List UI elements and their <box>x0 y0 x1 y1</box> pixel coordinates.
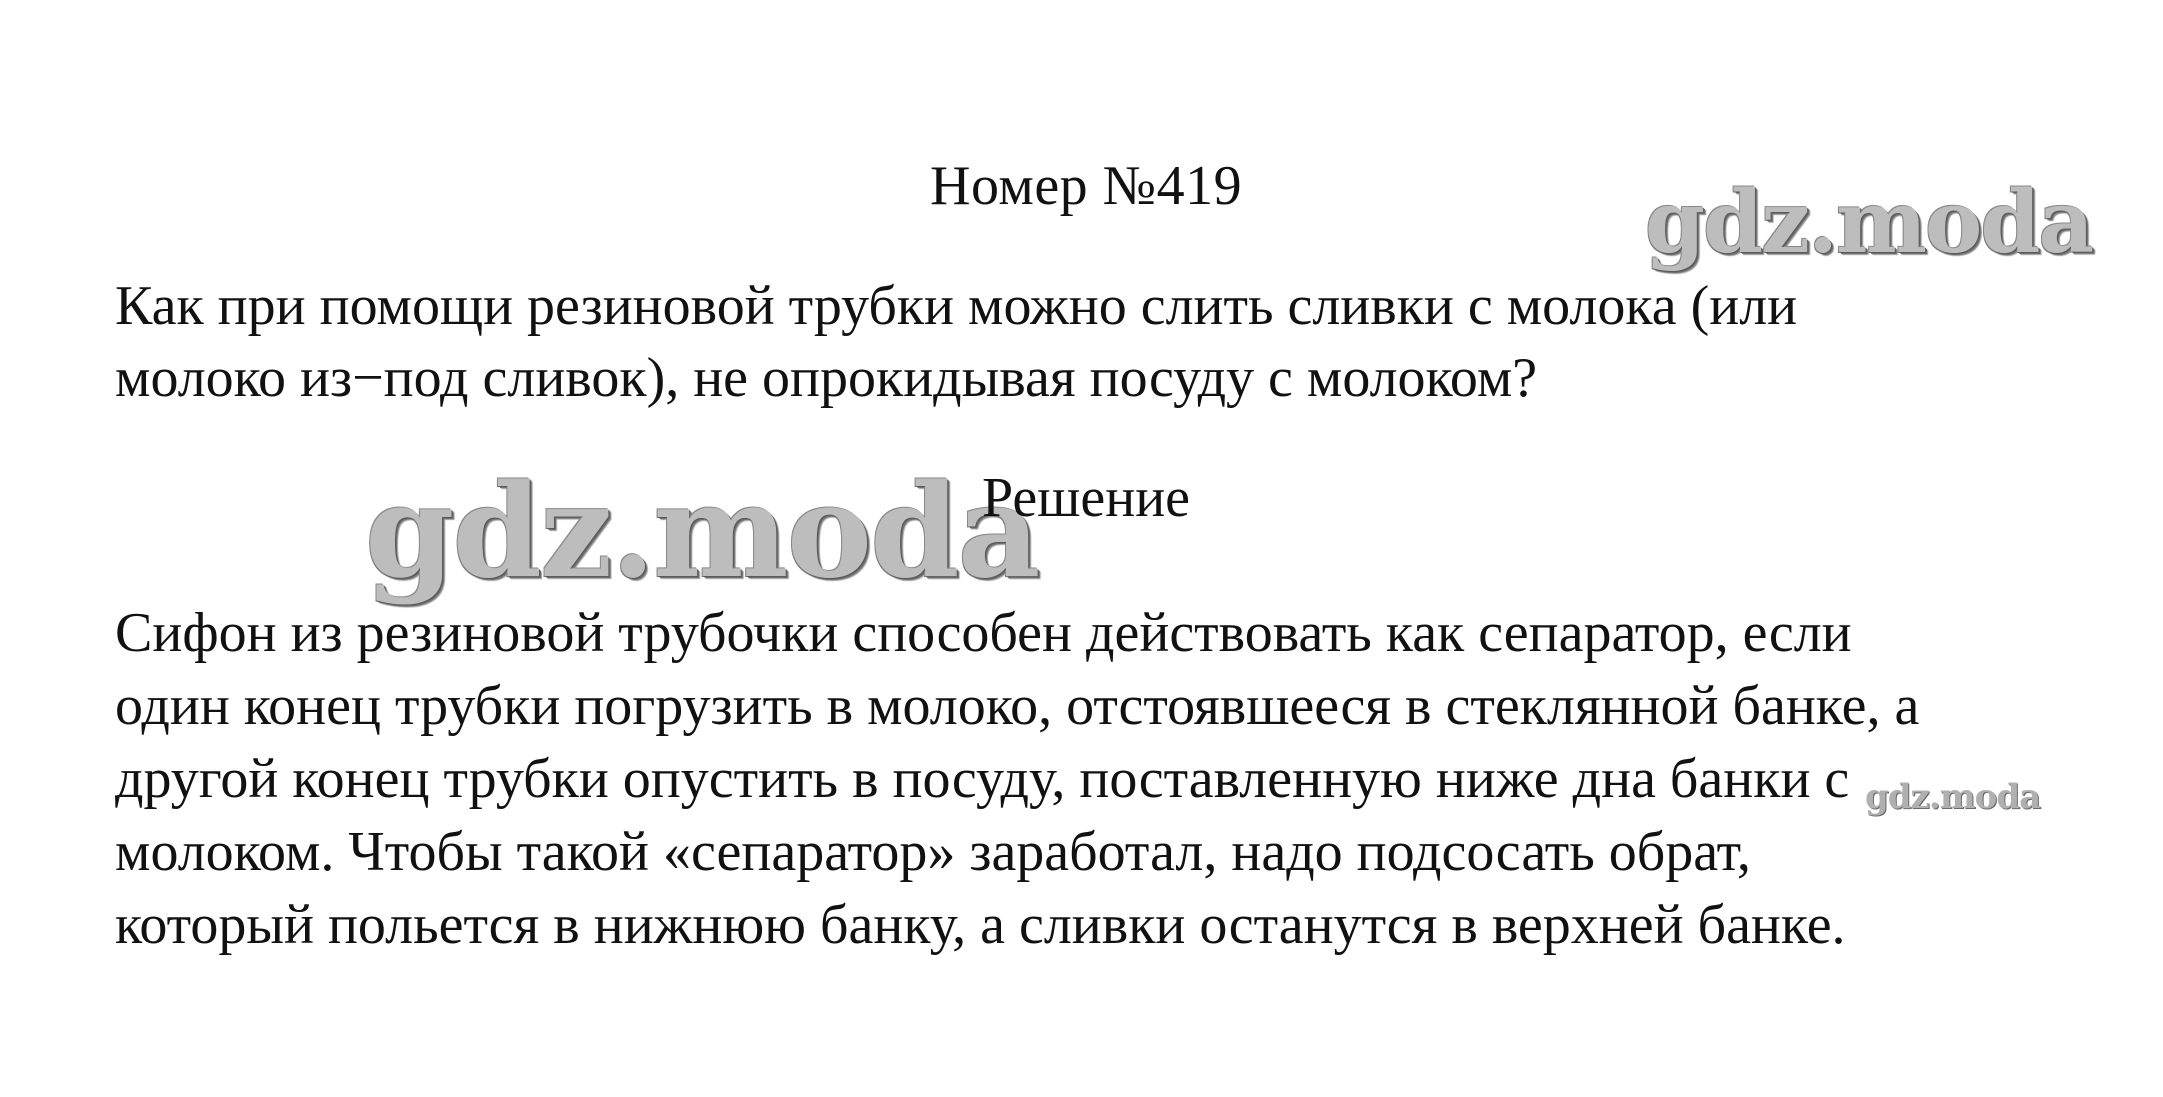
question-text <box>115 270 2095 414</box>
watermark-logo-middle: gdz.moda <box>365 457 1039 607</box>
answer-text <box>115 597 2115 962</box>
answer-line: один конец трубки погрузить в молоко, отстоявшееся в стеклянной банке, а <box>115 675 1920 737</box>
answer-line: Сифон из резиновой трубочки способен действовать как сепаратор, если <box>115 602 1852 664</box>
watermark-logo-small: gdz.moda <box>1865 777 2041 817</box>
answer-line: молоком. Чтобы такой «сепаратор» заработал, надо подсосать обрат, <box>115 821 1751 883</box>
question-line: Как при помощи резиновой трубки можно слить сливки с молока (или <box>115 275 1798 337</box>
answer-line: который польется в нижнюю банку, а сливки останутся в верхней банке. <box>115 894 1846 956</box>
answer-line: другой конец трубки опустить в посуду, поставленную ниже дна банки с <box>115 748 1850 810</box>
question-line: молоко из−под сливок), не опрокидывая посуду с молоком? <box>115 347 1538 409</box>
solution-heading: Решение <box>982 467 1191 529</box>
page-title: Номер №419 <box>930 155 1243 217</box>
watermark-logo-top: gdz.moda <box>1645 172 2093 273</box>
